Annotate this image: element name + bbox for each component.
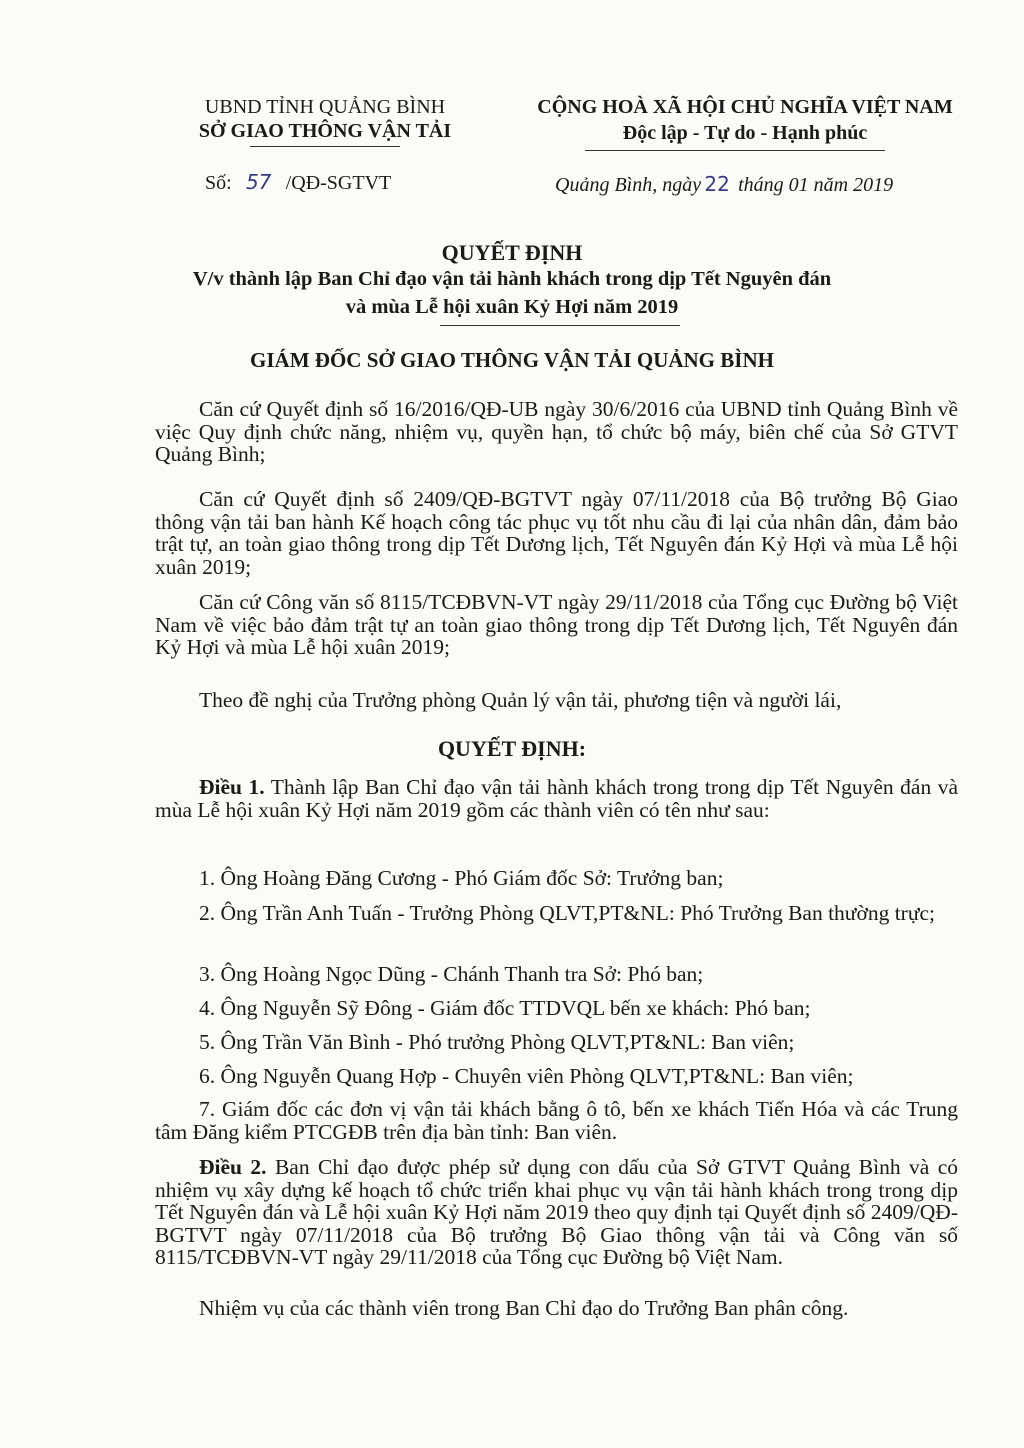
handwritten-number: 57 (245, 170, 272, 194)
number-label: Số: (205, 172, 232, 194)
preamble-paragraph-2: Căn cứ Quyết định số 2409/QĐ-BGTVT ngày 07/11/2018 của Bộ trưởng Bộ Giao thông vận tải ban hành Kế hoạch công tác phục vụ tốt nhu cầu đi lại của nhân dân, đảm bảo trật tự, an toàn giao thông trong dịp Tết Dương lịch, Tết Nguyên đán Kỷ Hợi và mùa Lễ hội xuân 2019; (155, 487, 958, 579)
article-2-text: Ban Chỉ đạo được phép sử dụng con dấu của Sở GTVT Quảng Bình và có nhiệm vụ xây dựng kế hoạch tổ chức triển khai phục vụ vận tải hành khách trong trong dịp Tết Nguyên đán và Lễ hội xuân Kỷ Hợi năm 2019 theo quy định tại Quyết định số 2409/QĐ-BGTVT ngày 07/11/2018 của Bộ trưởng Bộ Giao thông vận tải và Công văn số 8115/TCĐBVN-VT ngày 29/11/2018 của Tổng cục Đường bộ Việt Nam. (155, 1155, 959, 1269)
member-item: 3. Ông Hoàng Ngọc Dũng - Chánh Thanh tra Sở: Phó ban; (199, 962, 704, 986)
article-1 (155, 776, 958, 821)
document-title: QUYẾT ĐỊNH (441, 240, 583, 265)
date-prefix: Quảng Bình, ngày (555, 174, 702, 196)
national-motto: Độc lập - Tự do - Hạnh phúc (622, 122, 868, 144)
preamble-paragraph-4: Theo đề nghị của Trưởng phòng Quản lý vận tải, phương tiện và người lái, (199, 688, 842, 712)
member-item: 7. Giám đốc các đơn vị vận tải khách bằng ô tô, bến xe khách Tiến Hóa và các Trung tâm Đăng kiểm PTCGĐB trên địa bàn tỉnh: Ban viên. (155, 1097, 958, 1144)
document-number (205, 170, 391, 195)
article-1-label: Điều 1. (199, 775, 265, 799)
motto-underline (585, 150, 885, 151)
subject-line-1: V/v thành lập Ban Chỉ đạo vận tải hành khách trong dịp Tết Nguyên đán (192, 268, 832, 290)
subject-underline (440, 325, 680, 326)
department-name: SỞ GIAO THÔNG VẬN TẢI (198, 120, 452, 142)
issuer-title: GIÁM ĐỐC SỞ GIAO THÔNG VẬN TẢI QUẢNG BÌNH (250, 348, 774, 372)
document-date (555, 172, 893, 197)
number-suffix: /QĐ-SGTVT (285, 172, 392, 194)
preamble-paragraph-1: Căn cứ Quyết định số 16/2016/QĐ-UB ngày 30/6/2016 của UBND tỉnh Quảng Bình về việc Quy định chức năng, nhiệm vụ, quyền hạn, tổ chức bộ máy, biên chế của Sở GTVT Quảng Bình; (155, 397, 958, 466)
closing-paragraph: Nhiệm vụ của các thành viên trong Ban Chỉ đạo do Trưởng Ban phân công. (199, 1296, 849, 1320)
member-item: 6. Ông Nguyễn Quang Hợp - Chuyên viên Phòng QLVT,PT&NL: Ban viên; (199, 1064, 854, 1088)
member-item: 1. Ông Hoàng Đăng Cương - Phó Giám đốc Sở: Trưởng ban; (199, 866, 724, 890)
handwritten-day: 22 (704, 172, 730, 196)
subject-line-2: và mùa Lễ hội xuân Kỷ Hợi năm 2019 (345, 296, 679, 318)
article-2 (155, 1156, 958, 1269)
member-item: 5. Ông Trần Văn Bình - Phó trưởng Phòng QLVT,PT&NL: Ban viên; (199, 1030, 795, 1054)
decision-heading: QUYẾT ĐỊNH: (437, 736, 587, 761)
preamble-paragraph-3: Căn cứ Công văn số 8115/TCĐBVN-VT ngày 29/11/2018 của Tổng cục Đường bộ Việt Nam về việc bảo đảm trật tự an toàn giao thông trong dịp Tết Dương lịch, Tết Nguyên đán Kỷ Hợi và mùa Lễ hội xuân 2019; (155, 590, 958, 659)
date-suffix: tháng 01 năm 2019 (738, 174, 894, 196)
agency-name: UBND TỈNH QUẢNG BÌNH (204, 96, 446, 118)
national-title: CỘNG HOÀ XÃ HỘI CHỦ NGHĨA VIỆT NAM (537, 96, 953, 118)
member-item: 2. Ông Trần Anh Tuấn - Trưởng Phòng QLVT,PT&NL: Phó Trưởng Ban thường trực; (199, 901, 936, 925)
department-underline (250, 146, 400, 147)
member-item: 4. Ông Nguyễn Sỹ Đông - Giám đốc TTDVQL bến xe khách: Phó ban; (199, 996, 811, 1020)
article-2-label: Điều 2. (199, 1155, 267, 1179)
article-1-text: Thành lập Ban Chỉ đạo vận tải hành khách trong trong dịp Tết Nguyên đán và mùa Lễ hội xuân Kỷ Hợi năm 2019 gồm các thành viên có tên như sau: (155, 775, 958, 822)
